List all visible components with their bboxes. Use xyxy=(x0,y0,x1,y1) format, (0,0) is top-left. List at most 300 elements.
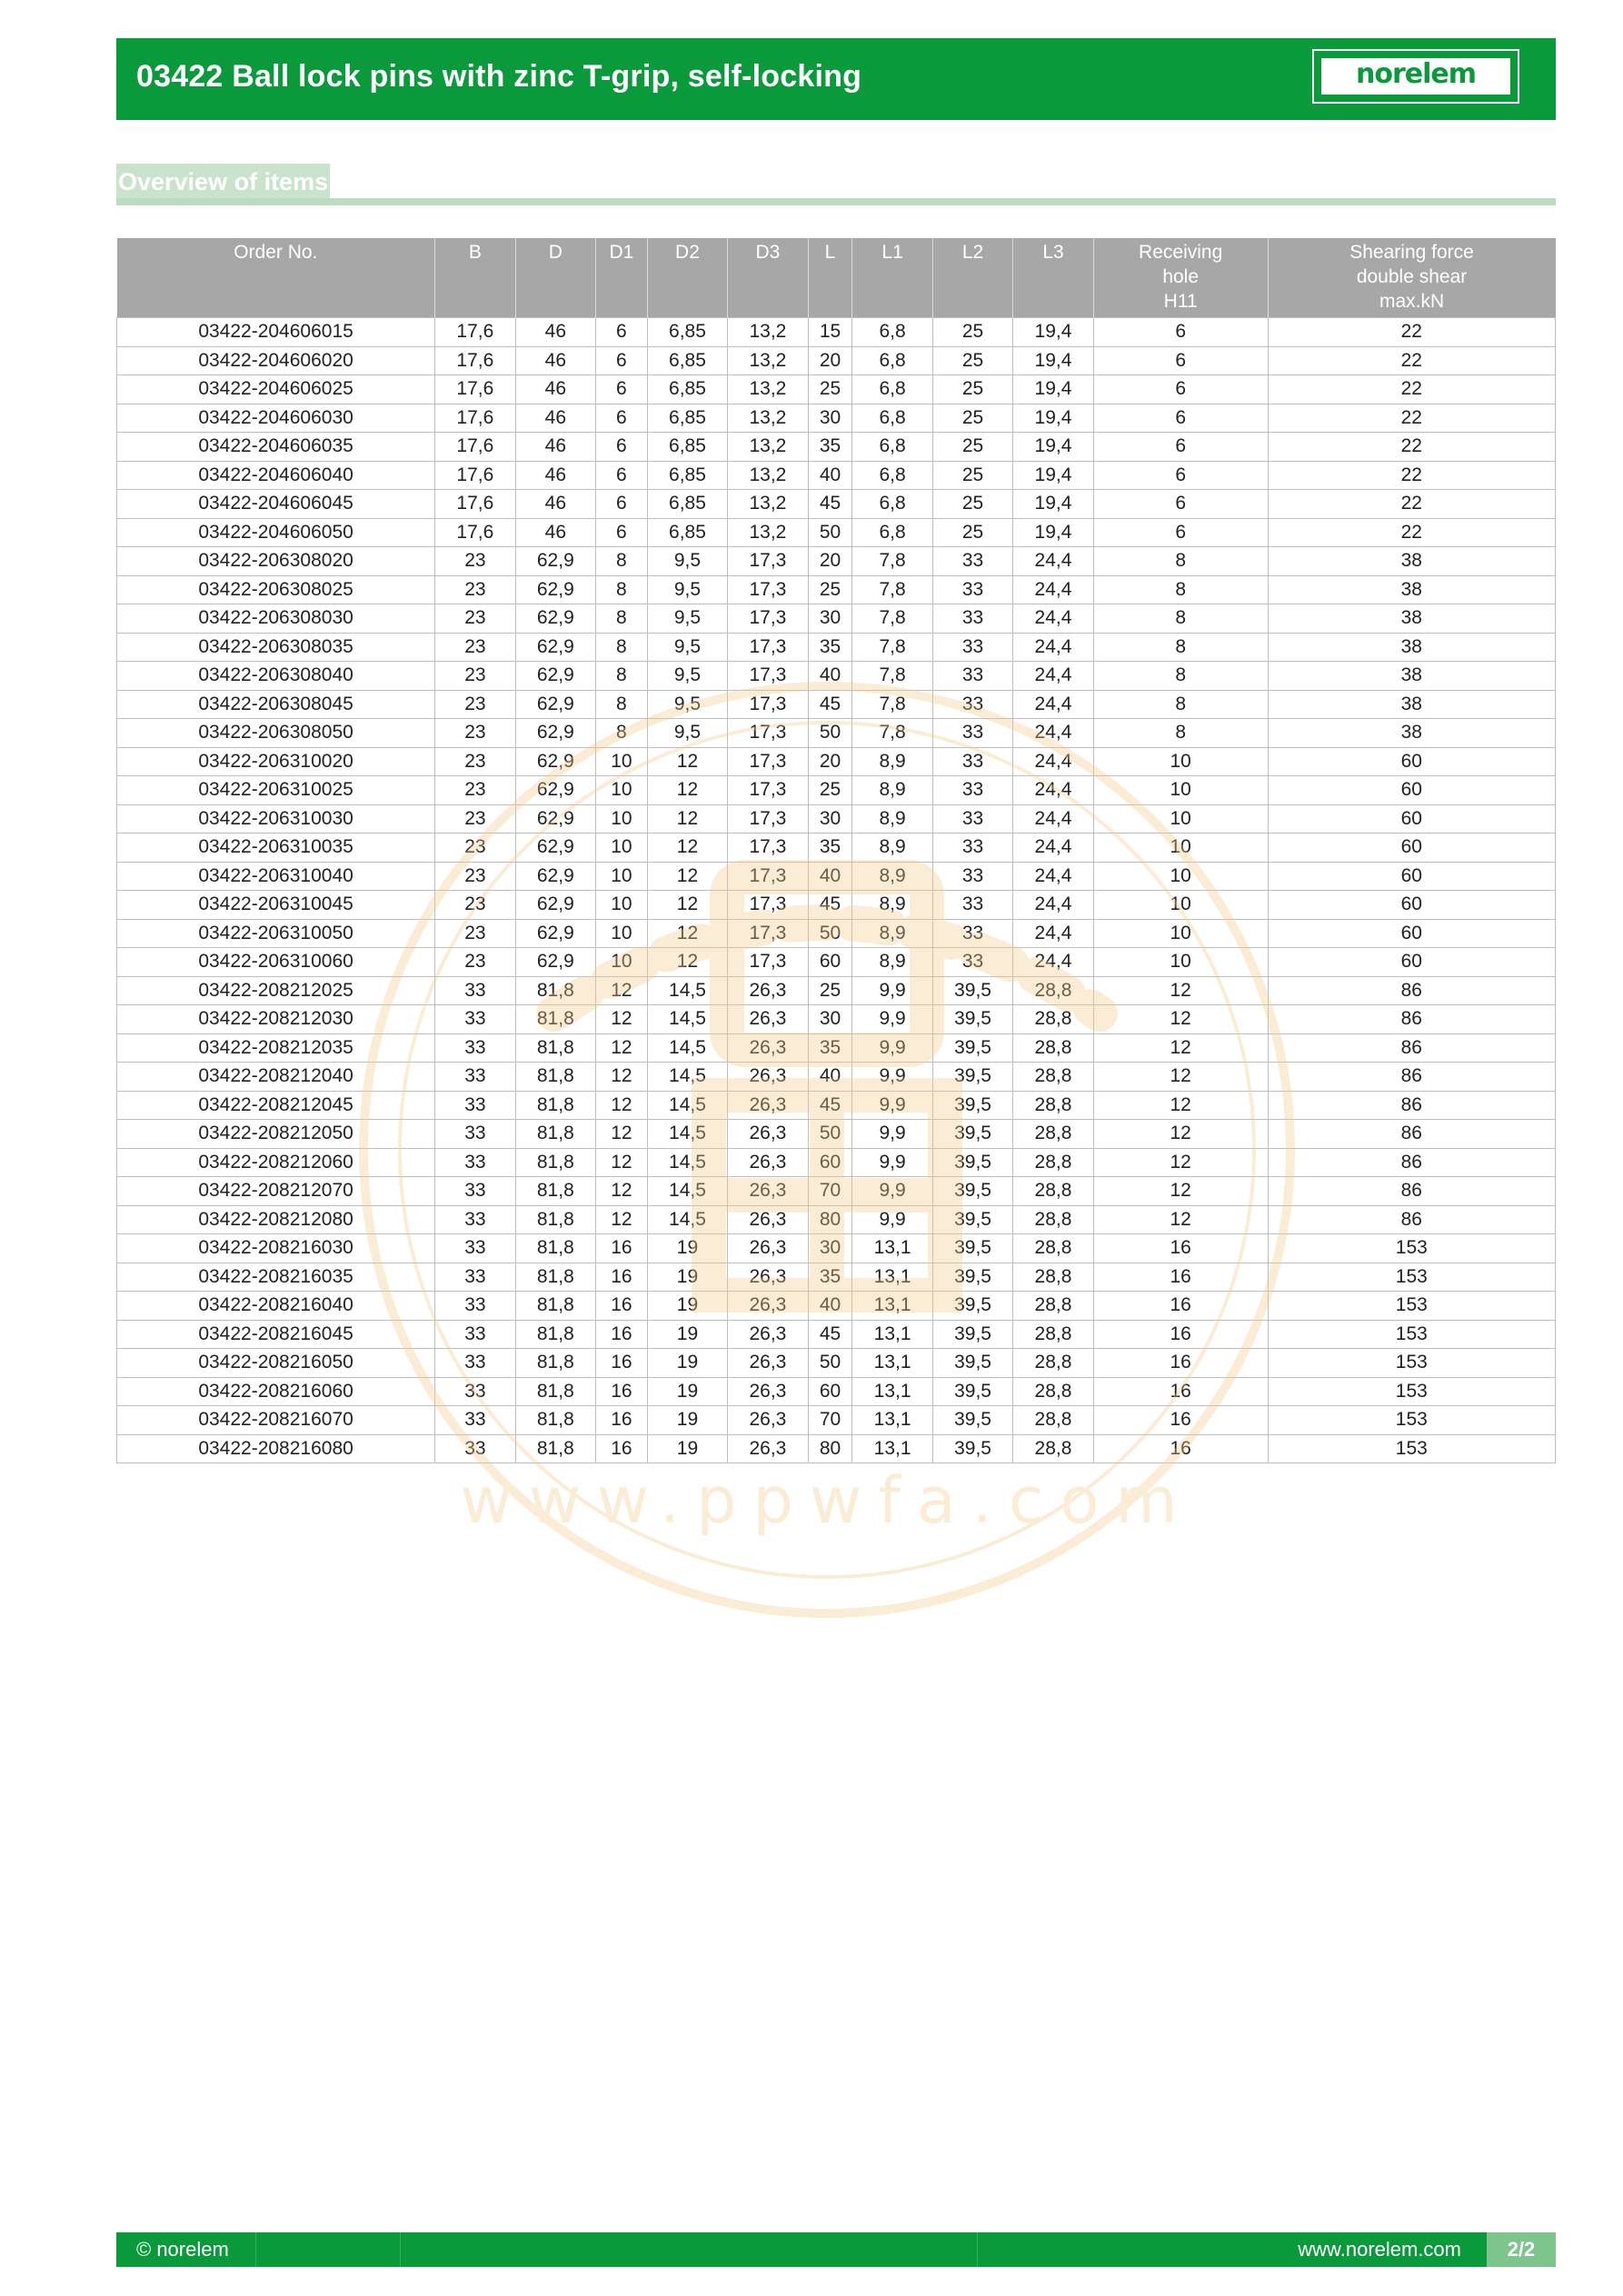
cell-d3: 17,3 xyxy=(728,834,808,863)
cell-d: 62,9 xyxy=(515,719,595,748)
cell-l2: 39,5 xyxy=(932,1234,1012,1263)
cell-d: 62,9 xyxy=(515,604,595,634)
cell-b: 33 xyxy=(435,1091,515,1120)
cell-d1: 12 xyxy=(596,1033,648,1063)
table-row xyxy=(117,1263,1556,1292)
table-row xyxy=(117,1063,1556,1092)
cell-b: 33 xyxy=(435,1033,515,1063)
cell-l3: 28,8 xyxy=(1013,1148,1093,1177)
cell-shearing-force: 153 xyxy=(1268,1406,1555,1435)
cell-receiving-hole: 6 xyxy=(1093,518,1268,547)
cell-order-no: 03422-208216060 xyxy=(117,1377,435,1406)
cell-shearing-force: 22 xyxy=(1268,404,1555,433)
cell-l1: 6,8 xyxy=(852,490,932,519)
cell-d1: 12 xyxy=(596,1148,648,1177)
cell-l3: 28,8 xyxy=(1013,1033,1093,1063)
items-table xyxy=(116,238,1556,1463)
cell-order-no: 03422-208212035 xyxy=(117,1033,435,1063)
cell-d1: 8 xyxy=(596,575,648,604)
cell-d: 46 xyxy=(515,318,595,347)
cell-shearing-force: 153 xyxy=(1268,1434,1555,1463)
footer-separator xyxy=(255,2232,256,2267)
cell-d: 62,9 xyxy=(515,575,595,604)
cell-l3: 19,4 xyxy=(1013,490,1093,519)
cell-order-no: 03422-208212040 xyxy=(117,1063,435,1092)
cell-b: 23 xyxy=(435,747,515,776)
cell-shearing-force: 86 xyxy=(1268,1177,1555,1206)
cell-receiving-hole: 16 xyxy=(1093,1292,1268,1321)
table-row xyxy=(117,1148,1556,1177)
cell-receiving-hole: 10 xyxy=(1093,948,1268,977)
cell-l2: 33 xyxy=(932,948,1012,977)
cell-d2: 19 xyxy=(647,1349,727,1378)
cell-l3: 24,4 xyxy=(1013,862,1093,891)
cell-b: 23 xyxy=(435,834,515,863)
cell-shearing-force: 22 xyxy=(1268,375,1555,404)
cell-d3: 17,3 xyxy=(728,891,808,920)
cell-l: 15 xyxy=(808,318,852,347)
cell-l3: 24,4 xyxy=(1013,747,1093,776)
cell-order-no: 03422-204606035 xyxy=(117,433,435,462)
cell-l: 25 xyxy=(808,976,852,1005)
cell-d3: 26,3 xyxy=(728,1033,808,1063)
cell-d3: 26,3 xyxy=(728,1320,808,1349)
watermark-text: www.ppwfa.com xyxy=(460,1463,1194,1538)
cell-receiving-hole: 12 xyxy=(1093,976,1268,1005)
cell-shearing-force: 38 xyxy=(1268,662,1555,691)
cell-b: 23 xyxy=(435,547,515,576)
table-row xyxy=(117,776,1556,805)
cell-l1: 13,1 xyxy=(852,1320,932,1349)
cell-d1: 10 xyxy=(596,747,648,776)
cell-l3: 28,8 xyxy=(1013,1005,1093,1034)
cell-d3: 26,3 xyxy=(728,1205,808,1234)
cell-d2: 14,5 xyxy=(647,1177,727,1206)
cell-l: 30 xyxy=(808,404,852,433)
cell-d: 62,9 xyxy=(515,547,595,576)
cell-l3: 19,4 xyxy=(1013,318,1093,347)
cell-shearing-force: 153 xyxy=(1268,1349,1555,1378)
cell-d2: 12 xyxy=(647,862,727,891)
cell-l2: 25 xyxy=(932,461,1012,490)
cell-shearing-force: 153 xyxy=(1268,1234,1555,1263)
cell-shearing-force: 86 xyxy=(1268,1120,1555,1149)
footer-separator xyxy=(977,2232,978,2267)
cell-l: 40 xyxy=(808,1292,852,1321)
table-row xyxy=(117,547,1556,576)
cell-receiving-hole: 8 xyxy=(1093,662,1268,691)
cell-l1: 8,9 xyxy=(852,804,932,834)
cell-l3: 28,8 xyxy=(1013,976,1093,1005)
table-row xyxy=(117,1434,1556,1463)
table-row xyxy=(117,1205,1556,1234)
cell-d2: 19 xyxy=(647,1434,727,1463)
cell-d2: 9,5 xyxy=(647,719,727,748)
cell-d2: 6,85 xyxy=(647,433,727,462)
cell-l3: 28,8 xyxy=(1013,1091,1093,1120)
cell-l2: 39,5 xyxy=(932,1005,1012,1034)
col-d1: D1 xyxy=(596,238,648,318)
cell-l2: 39,5 xyxy=(932,1320,1012,1349)
cell-b: 17,6 xyxy=(435,490,515,519)
cell-d: 81,8 xyxy=(515,1263,595,1292)
cell-receiving-hole: 6 xyxy=(1093,490,1268,519)
col-shearing-force: Shearing force double shear max.kN xyxy=(1268,238,1555,318)
cell-order-no: 03422-206308030 xyxy=(117,604,435,634)
cell-order-no: 03422-206308020 xyxy=(117,547,435,576)
cell-l: 30 xyxy=(808,604,852,634)
cell-d1: 6 xyxy=(596,433,648,462)
cell-order-no: 03422-204606045 xyxy=(117,490,435,519)
cell-order-no: 03422-206308040 xyxy=(117,662,435,691)
table-row xyxy=(117,690,1556,719)
cell-l1: 9,9 xyxy=(852,1148,932,1177)
cell-receiving-hole: 8 xyxy=(1093,547,1268,576)
table-row xyxy=(117,375,1556,404)
cell-d2: 9,5 xyxy=(647,575,727,604)
cell-l2: 39,5 xyxy=(932,1033,1012,1063)
cell-d1: 10 xyxy=(596,834,648,863)
cell-order-no: 03422-206308025 xyxy=(117,575,435,604)
cell-d3: 17,3 xyxy=(728,690,808,719)
cell-l1: 6,8 xyxy=(852,518,932,547)
cell-d1: 16 xyxy=(596,1292,648,1321)
cell-l1: 9,9 xyxy=(852,1033,932,1063)
cell-b: 33 xyxy=(435,1005,515,1034)
cell-order-no: 03422-208216080 xyxy=(117,1434,435,1463)
cell-l: 60 xyxy=(808,1148,852,1177)
cell-l: 50 xyxy=(808,518,852,547)
cell-receiving-hole: 16 xyxy=(1093,1320,1268,1349)
cell-receiving-hole: 12 xyxy=(1093,1177,1268,1206)
cell-d2: 12 xyxy=(647,948,727,977)
cell-l3: 28,8 xyxy=(1013,1120,1093,1149)
table-row xyxy=(117,891,1556,920)
cell-shearing-force: 22 xyxy=(1268,461,1555,490)
cell-l3: 28,8 xyxy=(1013,1434,1093,1463)
cell-d2: 19 xyxy=(647,1406,727,1435)
cell-receiving-hole: 12 xyxy=(1093,1063,1268,1092)
page-footer xyxy=(116,2232,1556,2267)
cell-order-no: 03422-208212080 xyxy=(117,1205,435,1234)
cell-order-no: 03422-204606025 xyxy=(117,375,435,404)
cell-order-no: 03422-208212070 xyxy=(117,1177,435,1206)
cell-d1: 10 xyxy=(596,948,648,977)
table-row xyxy=(117,318,1556,347)
cell-l1: 13,1 xyxy=(852,1263,932,1292)
cell-l: 50 xyxy=(808,1120,852,1149)
cell-d1: 16 xyxy=(596,1320,648,1349)
cell-order-no: 03422-206310060 xyxy=(117,948,435,977)
cell-d1: 12 xyxy=(596,1177,648,1206)
cell-d: 62,9 xyxy=(515,862,595,891)
cell-b: 23 xyxy=(435,633,515,662)
cell-receiving-hole: 10 xyxy=(1093,747,1268,776)
table-row xyxy=(117,1120,1556,1149)
cell-l1: 9,9 xyxy=(852,1005,932,1034)
cell-d3: 26,3 xyxy=(728,1177,808,1206)
cell-l: 40 xyxy=(808,461,852,490)
cell-d3: 17,3 xyxy=(728,862,808,891)
cell-l2: 25 xyxy=(932,375,1012,404)
cell-d: 81,8 xyxy=(515,1148,595,1177)
cell-d1: 6 xyxy=(596,375,648,404)
table-row xyxy=(117,948,1556,977)
cell-l3: 28,8 xyxy=(1013,1349,1093,1378)
cell-l2: 39,5 xyxy=(932,976,1012,1005)
cell-l3: 28,8 xyxy=(1013,1205,1093,1234)
cell-d3: 17,3 xyxy=(728,719,808,748)
cell-shearing-force: 86 xyxy=(1268,1005,1555,1034)
cell-shearing-force: 153 xyxy=(1268,1263,1555,1292)
cell-d1: 8 xyxy=(596,662,648,691)
table-row xyxy=(117,804,1556,834)
cell-receiving-hole: 16 xyxy=(1093,1434,1268,1463)
cell-receiving-hole: 12 xyxy=(1093,1120,1268,1149)
cell-l1: 9,9 xyxy=(852,1063,932,1092)
cell-d2: 19 xyxy=(647,1263,727,1292)
cell-l1: 7,8 xyxy=(852,662,932,691)
cell-l: 50 xyxy=(808,1349,852,1378)
cell-receiving-hole: 6 xyxy=(1093,404,1268,433)
cell-b: 33 xyxy=(435,1292,515,1321)
cell-order-no: 03422-204606030 xyxy=(117,404,435,433)
cell-d3: 13,2 xyxy=(728,461,808,490)
cell-d3: 17,3 xyxy=(728,662,808,691)
cell-shearing-force: 22 xyxy=(1268,490,1555,519)
cell-d2: 14,5 xyxy=(647,1120,727,1149)
cell-order-no: 03422-206310030 xyxy=(117,804,435,834)
cell-d1: 12 xyxy=(596,1091,648,1120)
cell-d: 62,9 xyxy=(515,891,595,920)
cell-l3: 28,8 xyxy=(1013,1292,1093,1321)
cell-l2: 25 xyxy=(932,518,1012,547)
cell-l2: 39,5 xyxy=(932,1377,1012,1406)
cell-l2: 33 xyxy=(932,662,1012,691)
cell-b: 23 xyxy=(435,948,515,977)
cell-l3: 19,4 xyxy=(1013,433,1093,462)
cell-order-no: 03422-206310040 xyxy=(117,862,435,891)
table-row xyxy=(117,976,1556,1005)
cell-l3: 24,4 xyxy=(1013,719,1093,748)
cell-l: 35 xyxy=(808,433,852,462)
col-d: D xyxy=(515,238,595,318)
cell-d2: 6,85 xyxy=(647,318,727,347)
table-body xyxy=(117,318,1556,1463)
cell-d: 81,8 xyxy=(515,1033,595,1063)
cell-d2: 19 xyxy=(647,1320,727,1349)
cell-d: 81,8 xyxy=(515,976,595,1005)
cell-shearing-force: 86 xyxy=(1268,1063,1555,1092)
cell-d1: 6 xyxy=(596,346,648,375)
cell-l1: 8,9 xyxy=(852,862,932,891)
cell-l1: 9,9 xyxy=(852,976,932,1005)
table-row xyxy=(117,719,1556,748)
table-row xyxy=(117,490,1556,519)
cell-l1: 9,9 xyxy=(852,1205,932,1234)
cell-l1: 6,8 xyxy=(852,433,932,462)
cell-d2: 14,5 xyxy=(647,976,727,1005)
cell-order-no: 03422-208212025 xyxy=(117,976,435,1005)
cell-l2: 33 xyxy=(932,891,1012,920)
cell-l: 40 xyxy=(808,662,852,691)
cell-d2: 9,5 xyxy=(647,633,727,662)
cell-d: 81,8 xyxy=(515,1434,595,1463)
cell-l3: 19,4 xyxy=(1013,375,1093,404)
cell-b: 23 xyxy=(435,804,515,834)
cell-l2: 39,5 xyxy=(932,1063,1012,1092)
cell-receiving-hole: 12 xyxy=(1093,1091,1268,1120)
cell-l1: 9,9 xyxy=(852,1120,932,1149)
cell-order-no: 03422-206310050 xyxy=(117,919,435,948)
cell-b: 17,6 xyxy=(435,518,515,547)
page-title: 03422 Ball lock pins with zinc T-grip, self-locking xyxy=(136,59,862,94)
cell-d3: 26,3 xyxy=(728,1377,808,1406)
table-row xyxy=(117,604,1556,634)
cell-receiving-hole: 6 xyxy=(1093,433,1268,462)
cell-shearing-force: 86 xyxy=(1268,1205,1555,1234)
table-row xyxy=(117,404,1556,433)
cell-b: 17,6 xyxy=(435,433,515,462)
cell-d2: 6,85 xyxy=(647,375,727,404)
cell-l2: 33 xyxy=(932,804,1012,834)
cell-d1: 12 xyxy=(596,976,648,1005)
cell-order-no: 03422-208216040 xyxy=(117,1292,435,1321)
col-d3: D3 xyxy=(728,238,808,318)
cell-receiving-hole: 12 xyxy=(1093,1205,1268,1234)
cell-d1: 12 xyxy=(596,1120,648,1149)
cell-l3: 24,4 xyxy=(1013,776,1093,805)
cell-d3: 26,3 xyxy=(728,1263,808,1292)
cell-l: 30 xyxy=(808,1005,852,1034)
cell-b: 33 xyxy=(435,1406,515,1435)
cell-l2: 25 xyxy=(932,404,1012,433)
cell-l: 45 xyxy=(808,1091,852,1120)
cell-d3: 17,3 xyxy=(728,776,808,805)
cell-l: 40 xyxy=(808,862,852,891)
cell-d: 62,9 xyxy=(515,948,595,977)
table-row xyxy=(117,1349,1556,1378)
cell-shearing-force: 86 xyxy=(1268,976,1555,1005)
cell-receiving-hole: 16 xyxy=(1093,1263,1268,1292)
cell-d3: 17,3 xyxy=(728,633,808,662)
cell-l2: 39,5 xyxy=(932,1292,1012,1321)
cell-d2: 14,5 xyxy=(647,1063,727,1092)
cell-b: 33 xyxy=(435,1377,515,1406)
cell-b: 23 xyxy=(435,690,515,719)
cell-d1: 6 xyxy=(596,318,648,347)
col-l: L xyxy=(808,238,852,318)
cell-d: 81,8 xyxy=(515,1063,595,1092)
cell-l2: 33 xyxy=(932,747,1012,776)
cell-shearing-force: 60 xyxy=(1268,804,1555,834)
cell-d1: 10 xyxy=(596,776,648,805)
cell-b: 33 xyxy=(435,1205,515,1234)
cell-d: 81,8 xyxy=(515,1349,595,1378)
cell-order-no: 03422-204606050 xyxy=(117,518,435,547)
cell-d2: 12 xyxy=(647,891,727,920)
cell-b: 23 xyxy=(435,862,515,891)
cell-l3: 28,8 xyxy=(1013,1177,1093,1206)
cell-l2: 33 xyxy=(932,919,1012,948)
cell-d3: 17,3 xyxy=(728,604,808,634)
cell-order-no: 03422-208216070 xyxy=(117,1406,435,1435)
cell-l3: 28,8 xyxy=(1013,1063,1093,1092)
cell-l1: 8,9 xyxy=(852,948,932,977)
cell-l2: 33 xyxy=(932,719,1012,748)
cell-order-no: 03422-208212045 xyxy=(117,1091,435,1120)
cell-b: 17,6 xyxy=(435,346,515,375)
cell-receiving-hole: 10 xyxy=(1093,862,1268,891)
cell-d1: 8 xyxy=(596,604,648,634)
cell-shearing-force: 60 xyxy=(1268,891,1555,920)
cell-d1: 10 xyxy=(596,891,648,920)
table-row xyxy=(117,1377,1556,1406)
cell-d3: 13,2 xyxy=(728,404,808,433)
cell-shearing-force: 38 xyxy=(1268,690,1555,719)
cell-receiving-hole: 16 xyxy=(1093,1349,1268,1378)
footer-url-link[interactable]: www.norelem.com xyxy=(1298,2238,1461,2261)
cell-receiving-hole: 16 xyxy=(1093,1377,1268,1406)
cell-l3: 28,8 xyxy=(1013,1377,1093,1406)
cell-d1: 8 xyxy=(596,633,648,662)
cell-d3: 17,3 xyxy=(728,948,808,977)
cell-l2: 33 xyxy=(932,690,1012,719)
col-l3: L3 xyxy=(1013,238,1093,318)
norelem-logo xyxy=(1312,49,1519,104)
cell-d2: 9,5 xyxy=(647,547,727,576)
cell-l3: 24,4 xyxy=(1013,891,1093,920)
table-row xyxy=(117,1005,1556,1034)
cell-l1: 6,8 xyxy=(852,318,932,347)
cell-l2: 25 xyxy=(932,318,1012,347)
cell-shearing-force: 60 xyxy=(1268,948,1555,977)
cell-l3: 28,8 xyxy=(1013,1320,1093,1349)
cell-d1: 16 xyxy=(596,1349,648,1378)
cell-l2: 25 xyxy=(932,490,1012,519)
cell-d1: 6 xyxy=(596,518,648,547)
cell-shearing-force: 38 xyxy=(1268,547,1555,576)
cell-receiving-hole: 12 xyxy=(1093,1148,1268,1177)
cell-l: 25 xyxy=(808,575,852,604)
cell-d1: 8 xyxy=(596,719,648,748)
cell-order-no: 03422-204606015 xyxy=(117,318,435,347)
copyright-text: © norelem xyxy=(136,2238,229,2261)
cell-d2: 19 xyxy=(647,1234,727,1263)
cell-l: 80 xyxy=(808,1434,852,1463)
cell-shearing-force: 153 xyxy=(1268,1292,1555,1321)
cell-l2: 39,5 xyxy=(932,1120,1012,1149)
cell-receiving-hole: 16 xyxy=(1093,1234,1268,1263)
cell-l1: 7,8 xyxy=(852,575,932,604)
cell-d: 62,9 xyxy=(515,690,595,719)
page-number: 2/2 xyxy=(1487,2232,1556,2267)
cell-order-no: 03422-208216035 xyxy=(117,1263,435,1292)
cell-d3: 17,3 xyxy=(728,747,808,776)
cell-l2: 39,5 xyxy=(932,1177,1012,1206)
cell-l2: 25 xyxy=(932,346,1012,375)
cell-order-no: 03422-204606040 xyxy=(117,461,435,490)
cell-d2: 12 xyxy=(647,804,727,834)
cell-l2: 33 xyxy=(932,547,1012,576)
cell-order-no: 03422-208216045 xyxy=(117,1320,435,1349)
cell-l1: 9,9 xyxy=(852,1177,932,1206)
cell-d3: 26,3 xyxy=(728,1005,808,1034)
cell-order-no: 03422-208216050 xyxy=(117,1349,435,1378)
table-row xyxy=(117,433,1556,462)
cell-d3: 13,2 xyxy=(728,490,808,519)
cell-d3: 17,3 xyxy=(728,575,808,604)
